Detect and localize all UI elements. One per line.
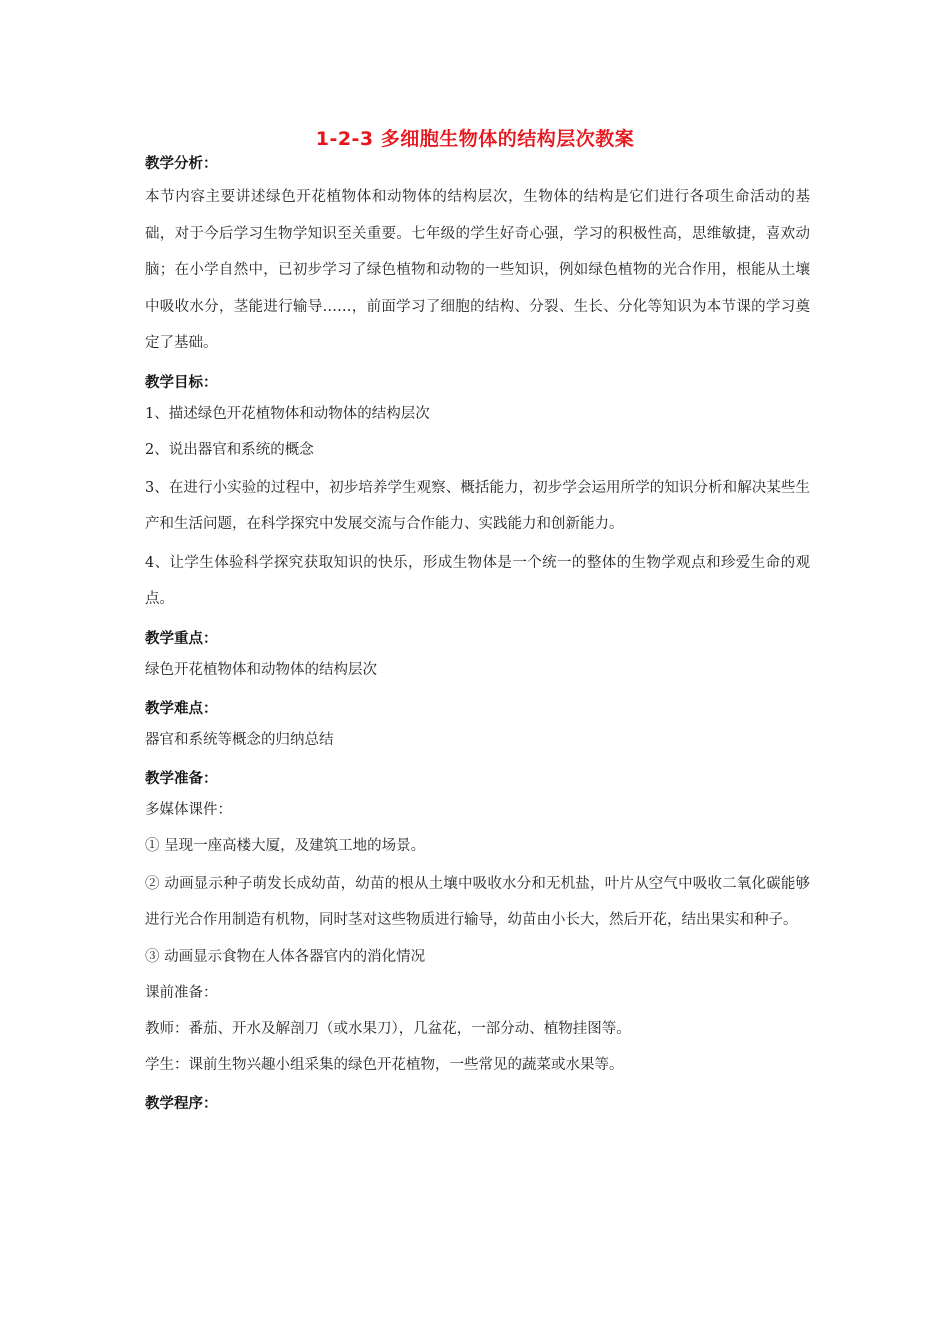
objectives-heading: 教学目标： bbox=[145, 374, 218, 391]
document-body bbox=[145, 151, 810, 1117]
pre-class-label: 课前准备： bbox=[145, 984, 218, 1001]
key-points-heading: 教学重点： bbox=[145, 630, 218, 647]
teacher-preparation: 教师：番茄、开水及解剖刀（或水果刀），几盆花，一部分动、植物挂图等。 bbox=[145, 1020, 631, 1037]
procedure-heading: 教学程序： bbox=[145, 1095, 218, 1112]
objective-item: 3、在进行小实验的过程中，初步培养学生观察、概括能力，初步学会运用所学的知识分析和解决某些生产和生活问题，在科学探究中发展交流与合作能力、实践能力和创新能力。 bbox=[145, 479, 810, 532]
document-title: 1-2-3 多细胞生物体的结构层次教案 bbox=[315, 128, 635, 150]
student-preparation: 学生：课前生物兴趣小组采集的绿色开花植物，一些常见的蔬菜或水果等。 bbox=[145, 1056, 624, 1073]
objective-item: 2、说出器官和系统的概念 bbox=[145, 441, 314, 458]
objective-item: 1、描述绿色开花植物体和动物体的结构层次 bbox=[145, 405, 430, 422]
analysis-heading: 教学分析： bbox=[145, 156, 218, 172]
objective-item: 4、让学生体验科学探究获取知识的快乐，形成生物体是一个统一的整体的生物学观点和珍爱生命的观点。 bbox=[145, 554, 810, 607]
difficulties-text: 器官和系统等概念的归纳总结 bbox=[145, 731, 334, 748]
preparation-heading: 教学准备： bbox=[145, 770, 218, 787]
media-item: ③ 动画显示食物在人体各器官内的消化情况 bbox=[145, 948, 426, 965]
media-label: 多媒体课件： bbox=[145, 801, 232, 818]
analysis-text: 本节内容主要讲述绿色开花植物体和动物体的结构层次，生物体的结构是它们进行各项生命活动的基础，对于今后学习生物学知识至关重要。七年级的学生好奇心强，学习的积极性高，思维敏捷，喜欢动脑；在小学自然中，已初步学习了绿色植物和动物的一些知识，例如绿色植物的光合作用，根能从土壤中吸收水分，茎能进行输导……，前面学习了细胞的结构、分裂、生长、分化等知识为本节课的学习奠定了基础。 bbox=[145, 189, 810, 351]
difficulties-heading: 教学难点： bbox=[145, 700, 218, 717]
media-item: ② 动画显示种子萌发长成幼苗，幼苗的根从土壤中吸收水分和无机盐，叶片从空气中吸收二氧化碳能够进行光合作用制造有机物，同时茎对这些物质进行输导，幼苗由小长大，然后开花，结出果实和种子。 bbox=[145, 875, 810, 928]
key-points-text: 绿色开花植物体和动物体的结构层次 bbox=[145, 661, 377, 678]
media-item: ① 呈现一座高楼大厦，及建筑工地的场景。 bbox=[145, 837, 426, 854]
